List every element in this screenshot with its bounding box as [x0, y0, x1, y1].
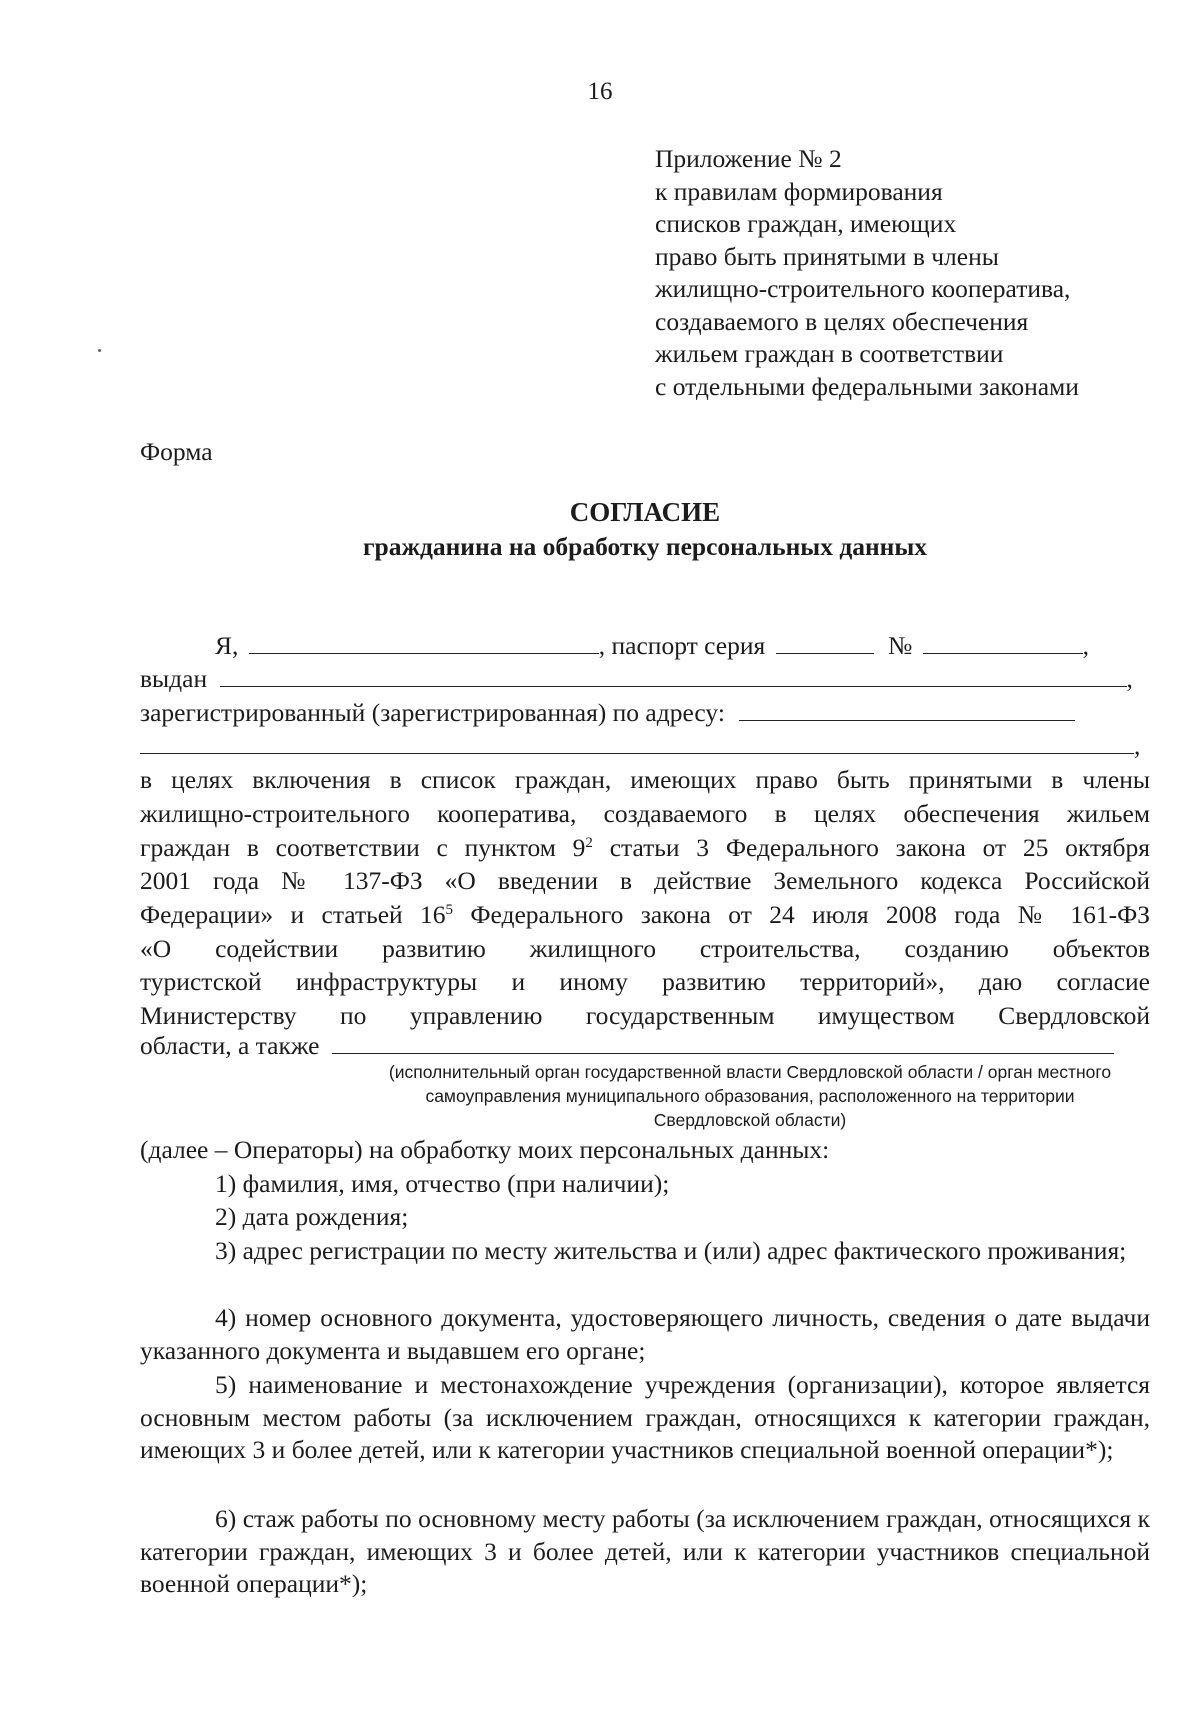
annex-line: к правилам формирования: [655, 176, 943, 206]
superscript: 2: [585, 835, 593, 851]
ya-label: Я,: [215, 631, 239, 660]
list-item: 3) адрес регистрации по месту жительства и (или) адрес фактического проживания;: [215, 1236, 1127, 1265]
consent-line: 2001 года № 137-ФЗ «О введении в действие Земельного кодекса Российской: [140, 866, 1150, 895]
name-passport-line: [140, 631, 1150, 663]
address-field[interactable]: [739, 698, 1075, 721]
operator-name-field[interactable]: [332, 1031, 1114, 1054]
annex-line: жилищно-строительного кооператива,: [655, 274, 1071, 303]
passport-series-label: , паспорт серия: [598, 631, 766, 660]
document-subtitle: гражданина на обработку персональных данных: [362, 532, 928, 561]
comma: ,: [1134, 731, 1141, 760]
annex-heading: [655, 143, 1079, 403]
issued-by-field[interactable]: [220, 664, 1127, 687]
issued-line: [140, 664, 1150, 696]
consent-line: [140, 898, 1150, 932]
consent-line: Министерству по управлению государственным имуществом Свердловской: [140, 1001, 1150, 1030]
registered-address-label: зарегистрированный (зарегистрированная) по адресу:: [140, 698, 725, 727]
annex-line: жильем граждан в соответствии: [655, 339, 1004, 368]
consent-line: «О содействии развитию жилищного строительства, созданию объектов: [140, 934, 1150, 963]
annex-line: создаваемого в целях обеспечения: [655, 306, 1029, 336]
comma: ,: [1126, 664, 1133, 693]
consent-text: области, а также: [140, 1031, 320, 1060]
scan-speck: [98, 349, 101, 352]
consent-text: Федерации» и статьей 16: [140, 900, 446, 929]
annex-line: право быть принятыми в члены: [655, 241, 999, 271]
operators-intro: (далее – Операторы) на обработку моих персональных данных:: [140, 1135, 830, 1164]
list-item: 5) наименование и местонахождение учреждения (организации), которое является основным местом работы (за исключением граждан, относящихся к категории граждан, имеющих 3 и более детей, или к категории участников специальной военной операции*);: [140, 1370, 1150, 1464]
page-number: 16: [587, 78, 613, 105]
consent-line-with-field: [140, 1031, 1150, 1063]
consent-line: в целях включения в список граждан, имеющих право быть принятыми в члены: [140, 765, 1150, 794]
consent-line: [140, 831, 1150, 865]
number-sign-label: №: [887, 631, 913, 660]
caption-line: самоуправления муниципального образования, расположенного на территории: [425, 1086, 1075, 1106]
consent-text: статьи 3 Федерального закона от 25 октября: [592, 833, 1150, 862]
consent-line: жилищно-строительного кооператива, создаваемого в целях обеспечения жильем: [140, 799, 1150, 828]
list-item: 2) дата рождения;: [215, 1202, 409, 1231]
consent-line: туристской инфраструктуры и иному развитию территорий», даю согласие: [140, 967, 1150, 996]
consent-text: Федерального закона от 24 июля 2008 года № 161-ФЗ: [453, 900, 1151, 929]
list-item: 1) фамилия, имя, отчество (при наличии);: [215, 1169, 670, 1198]
address-line-2: [140, 731, 1150, 763]
address-field-continuation[interactable]: [140, 731, 1134, 754]
comma: ,: [1082, 631, 1090, 660]
document-title: СОГЛАСИЕ: [569, 497, 721, 527]
annex-line: Приложение № 2: [655, 144, 842, 173]
form-label: Форма: [140, 437, 213, 466]
caption-line: Свердловской области): [653, 1110, 847, 1130]
full-name-field[interactable]: [249, 631, 599, 654]
consent-text: граждан в соответствии с пунктом 9: [140, 833, 586, 862]
caption-line: (исполнительный орган государственной власти Свердловской области / орган местного: [388, 1062, 1112, 1082]
address-line: [140, 698, 1150, 730]
field-caption: [340, 1060, 1160, 1132]
superscript: 5: [445, 902, 454, 918]
annex-line: списков граждан, имеющих: [655, 209, 957, 238]
list-item: 6) стаж работы по основному месту работы (за исключением граждан, относящихся к категории граждан, имеющих 3 и более детей, или к категории участников специальной военной операции*);: [140, 1504, 1150, 1598]
passport-number-field[interactable]: [923, 631, 1083, 654]
passport-series-field[interactable]: [776, 631, 874, 654]
issued-label: выдан: [140, 664, 208, 693]
annex-line: с отдельными федеральными законами: [655, 371, 1079, 401]
list-item: 4) номер основного документа, удостоверяющего личность, сведения о дате выдачи указанного документа и выдавшем его органе;: [140, 1303, 1150, 1365]
